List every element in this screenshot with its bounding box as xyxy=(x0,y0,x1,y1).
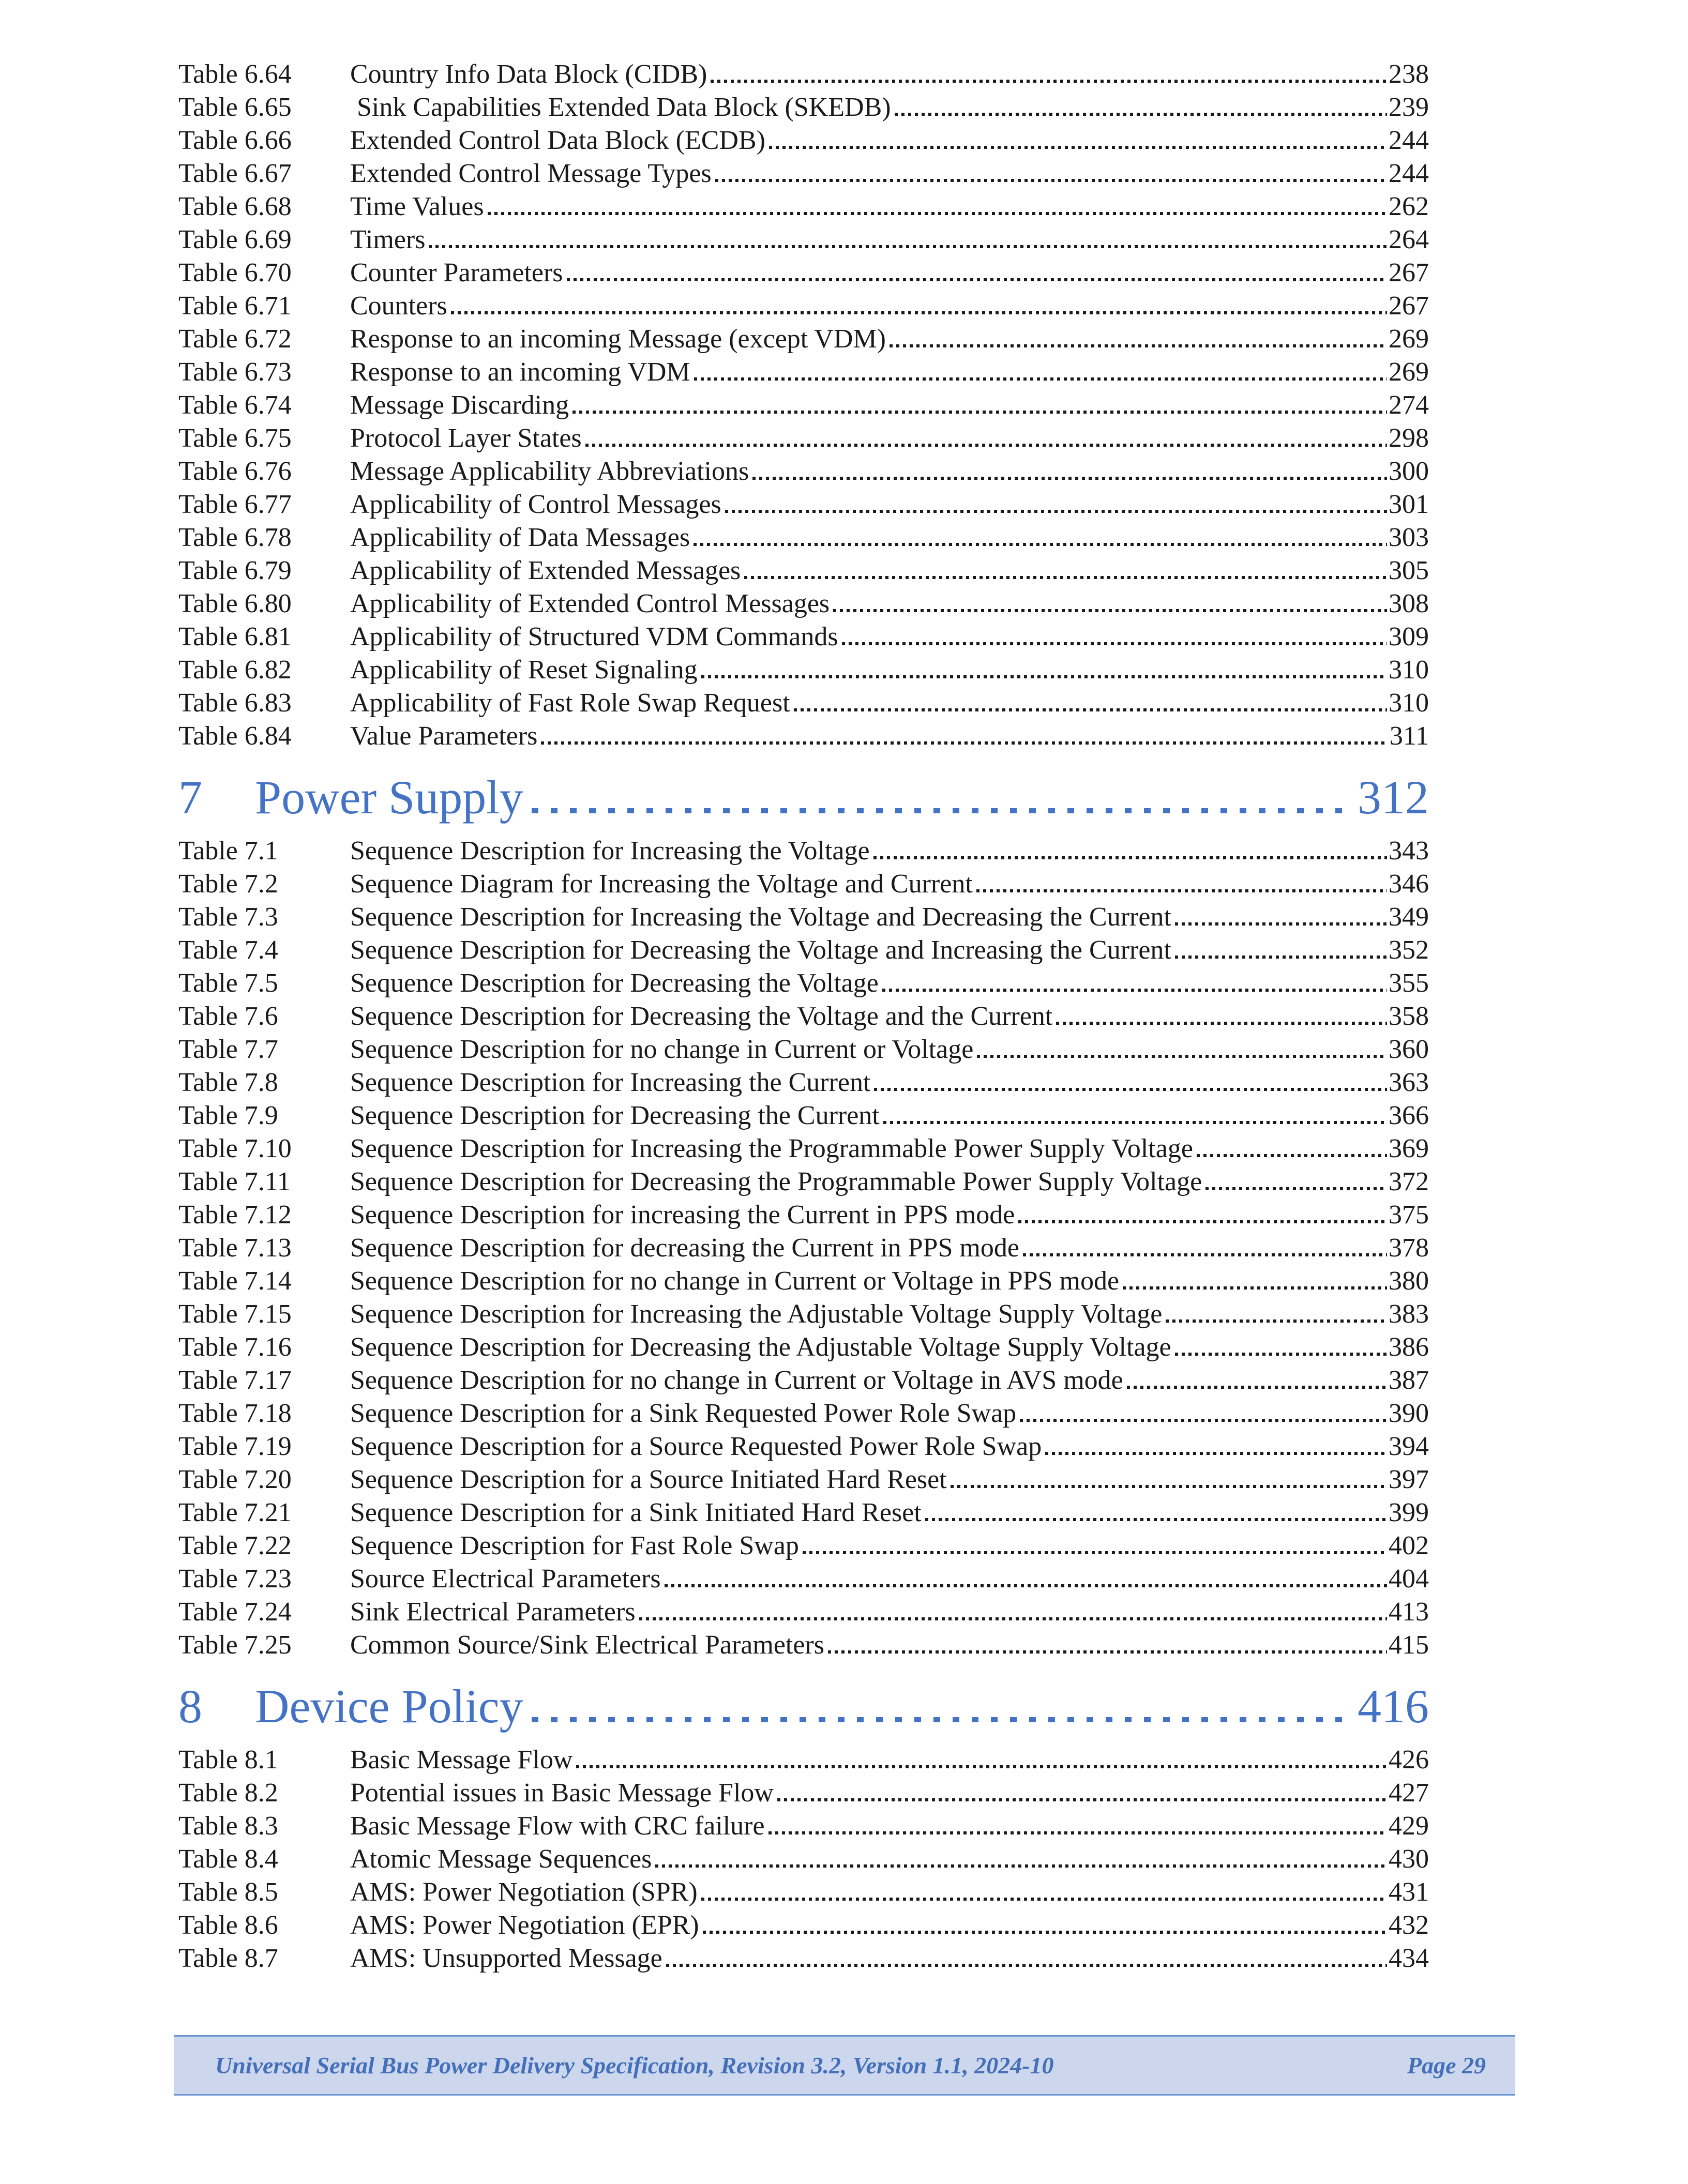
toc-entry-title: Sequence Description for increasing the Current in PPS mode xyxy=(350,1200,1015,1230)
toc-entry-title: Sequence Description for Fast Role Swap xyxy=(350,1531,799,1560)
toc-entry-row[interactable] xyxy=(178,1298,1429,1331)
toc-entry-title: Applicability of Control Messages xyxy=(350,490,721,519)
toc-entry-label: Table 8.7 xyxy=(178,1944,278,1973)
toc-entry-label: Table 8.3 xyxy=(178,1811,278,1841)
dotted-leader xyxy=(794,708,1387,711)
toc-entry-title: Sequence Description for a Sink Initiated Hard Reset xyxy=(350,1498,922,1527)
toc-entry-label: Table 6.80 xyxy=(178,589,292,618)
toc-entry-row[interactable] xyxy=(178,1777,1429,1810)
toc-entry-row[interactable] xyxy=(178,1596,1429,1629)
toc-entry-label: Table 7.3 xyxy=(178,902,278,932)
toc-entry-row[interactable] xyxy=(178,1397,1429,1430)
toc-entry-page: 397 xyxy=(1389,1465,1429,1494)
toc-entry-title: Extended Control Message Types xyxy=(350,159,712,188)
toc-entry-label: Table 6.82 xyxy=(178,655,292,685)
toc-section-number: 8 xyxy=(178,1680,202,1733)
toc-entry-label: Table 6.70 xyxy=(178,258,292,287)
toc-entry-row[interactable] xyxy=(178,934,1429,967)
toc-entry-page: 269 xyxy=(1389,357,1429,387)
toc-section-title: Power Supply xyxy=(255,771,523,824)
toc-entry-title: Sequence Description for Increasing the Adjustable Voltage Supply Voltage xyxy=(350,1299,1163,1329)
dotted-leader xyxy=(701,675,1387,678)
dotted-leader xyxy=(1175,922,1387,926)
dotted-leader xyxy=(752,477,1387,480)
dotted-leader xyxy=(1018,1220,1387,1223)
toc-entry-row[interactable] xyxy=(178,323,1429,356)
dotted-leader xyxy=(890,344,1387,347)
toc-entry-page: 244 xyxy=(1389,126,1429,155)
toc-entry-row[interactable] xyxy=(178,1743,1429,1777)
toc-entry-row[interactable] xyxy=(178,1199,1429,1232)
dotted-leader xyxy=(828,1650,1387,1654)
toc-entry-page: 309 xyxy=(1389,622,1429,651)
dotted-leader xyxy=(655,1864,1387,1868)
dotted-leader xyxy=(976,889,1387,892)
toc-entry-title: Sequence Description for a Source Requested Power Role Swap xyxy=(350,1432,1042,1461)
toc-entry-page: 363 xyxy=(1389,1068,1429,1097)
dotted-leader xyxy=(1197,1154,1387,1157)
toc-entry-page: 426 xyxy=(1389,1745,1429,1775)
toc-entry-label: Table 8.5 xyxy=(178,1877,278,1907)
toc-entry-title: Time Values xyxy=(350,192,484,221)
toc-entry-row[interactable] xyxy=(178,1942,1429,1975)
toc-entry-row[interactable] xyxy=(178,389,1429,422)
toc-entry-title: Sink Electrical Parameters xyxy=(350,1597,636,1627)
toc-entry-label: Table 7.7 xyxy=(178,1035,278,1064)
toc-entry-title: Country Info Data Block (CIDB) xyxy=(350,59,707,89)
dotted-leader xyxy=(1123,1286,1387,1290)
toc-entry-label: Table 6.72 xyxy=(178,324,292,354)
toc-entry-title: Sequence Diagram for Increasing the Voltage and Current xyxy=(350,869,973,899)
toc-section-row[interactable] xyxy=(178,768,1429,826)
toc-entry-title: Applicability of Fast Role Swap Request xyxy=(350,688,790,718)
toc-entry-label: Table 6.67 xyxy=(178,159,292,188)
toc-entry-row[interactable] xyxy=(178,1000,1429,1033)
dotted-leader xyxy=(951,1485,1387,1488)
toc-entry-row[interactable] xyxy=(178,901,1429,934)
dotted-leader xyxy=(873,856,1387,859)
dotted-leader xyxy=(1205,1187,1387,1190)
toc-entry-label: Table 6.66 xyxy=(178,126,292,155)
toc-entry-label: Table 7.12 xyxy=(178,1200,292,1230)
toc-entry-label: Table 6.84 xyxy=(178,721,292,751)
toc-entry-page: 432 xyxy=(1389,1910,1429,1940)
toc-entry-label: Table 6.81 xyxy=(178,622,292,651)
toc-entry-page: 402 xyxy=(1389,1531,1429,1560)
dotted-leader xyxy=(532,1717,1354,1722)
toc-entry-label: Table 7.2 xyxy=(178,869,278,899)
dotted-leader xyxy=(703,1931,1387,1934)
dotted-leader xyxy=(874,1088,1387,1091)
dotted-leader xyxy=(488,212,1387,215)
toc-entry-title: Applicability of Reset Signaling xyxy=(350,655,698,685)
toc-entry-row[interactable] xyxy=(178,1810,1429,1843)
toc-entry-title: Sequence Description for Decreasing the Adjustable Voltage Supply Voltage xyxy=(350,1332,1171,1362)
toc-entry-row[interactable] xyxy=(178,1132,1429,1165)
toc-entry-label: Table 7.9 xyxy=(178,1101,278,1130)
toc-entry-page: 360 xyxy=(1389,1035,1429,1064)
toc-entry-label: Table 7.25 xyxy=(178,1630,292,1660)
dotted-leader xyxy=(1020,1419,1387,1422)
dotted-leader xyxy=(725,510,1387,513)
toc-entry-title: Sequence Description for Decreasing the Programmable Power Supply Voltage xyxy=(350,1167,1202,1196)
toc-entry-label: Table 6.69 xyxy=(178,225,292,254)
toc-entry-title: Applicability of Extended Messages xyxy=(350,556,741,585)
toc-entry-page: 430 xyxy=(1389,1844,1429,1874)
toc-entry-row[interactable] xyxy=(178,1265,1429,1298)
toc-entry-title: Sequence Description for no change in Current or Voltage xyxy=(350,1035,974,1064)
dotted-leader xyxy=(769,146,1387,149)
toc-section-title: Device Policy xyxy=(255,1680,523,1733)
toc-entry-page: 244 xyxy=(1389,159,1429,188)
toc-entry-title: Sequence Description for decreasing the Current in PPS mode xyxy=(350,1233,1019,1263)
toc-entry-page: 343 xyxy=(1389,836,1429,866)
toc-entry-title: Sequence Description for a Source Initiated Hard Reset xyxy=(350,1465,947,1494)
toc-entry-title: Source Electrical Parameters xyxy=(350,1564,661,1594)
toc-entry-label: Table 8.1 xyxy=(178,1745,278,1775)
toc-entry-page: 238 xyxy=(1389,59,1429,89)
toc-entry-page: 413 xyxy=(1389,1597,1429,1627)
toc-entry-row[interactable] xyxy=(178,1232,1429,1265)
toc-entry-page: 346 xyxy=(1389,869,1429,899)
toc-entry-row[interactable] xyxy=(178,256,1429,290)
dotted-leader xyxy=(572,411,1387,414)
dotted-leader xyxy=(567,278,1387,281)
toc-entry-page: 390 xyxy=(1389,1399,1429,1428)
toc-entry-page: 311 xyxy=(1389,721,1429,751)
toc-entry-label: Table 7.16 xyxy=(178,1332,292,1362)
toc-entry-row[interactable] xyxy=(178,1331,1429,1364)
dotted-leader xyxy=(1175,956,1387,959)
toc-entry-label: Table 7.24 xyxy=(178,1597,292,1627)
toc-entry-title: Sequence Description for Decreasing the Voltage and the Current xyxy=(350,1002,1053,1031)
toc-entry-page: 308 xyxy=(1389,589,1429,618)
toc-entry-label: Table 7.6 xyxy=(178,1002,278,1031)
toc-entry-page: 366 xyxy=(1389,1101,1429,1130)
toc-entry-title: Timers xyxy=(350,225,426,254)
toc-entry-page: 375 xyxy=(1389,1200,1429,1230)
toc-entry-title: Sequence Description for Decreasing the Voltage and Increasing the Current xyxy=(350,935,1171,965)
toc-entry-row[interactable] xyxy=(178,1909,1429,1942)
toc-entry-label: Table 8.4 xyxy=(178,1844,278,1874)
dotted-leader xyxy=(451,311,1387,314)
toc-entry-label: Table 7.23 xyxy=(178,1564,292,1594)
toc-entry-row[interactable] xyxy=(178,1430,1429,1463)
dotted-leader xyxy=(1045,1452,1387,1455)
toc-entry-title: Sequence Description for no change in Current or Voltage in PPS mode xyxy=(350,1266,1120,1296)
toc-section-page: 416 xyxy=(1358,1680,1429,1733)
toc-entry-label: Table 6.71 xyxy=(178,291,292,321)
toc-entry-label: Table 6.76 xyxy=(178,457,292,486)
toc-entry-page: 352 xyxy=(1389,935,1429,965)
toc-entry-row[interactable] xyxy=(178,455,1429,488)
toc-entry-row[interactable] xyxy=(178,687,1429,720)
toc-entry-page: 262 xyxy=(1389,192,1429,221)
toc-entry-page: 298 xyxy=(1389,423,1429,453)
toc-entry-label: Table 7.17 xyxy=(178,1366,292,1395)
toc-entry-page: 355 xyxy=(1389,968,1429,998)
dotted-leader xyxy=(694,543,1387,546)
dotted-leader xyxy=(665,1584,1387,1587)
toc-entry-label: Table 7.15 xyxy=(178,1299,292,1329)
toc-entry-page: 267 xyxy=(1389,291,1429,321)
toc-entry-title: Protocol Layer States xyxy=(350,423,582,453)
toc-entry-page: 427 xyxy=(1389,1778,1429,1808)
toc-entry-label: Table 7.5 xyxy=(178,968,278,998)
toc-entry-page: 301 xyxy=(1389,490,1429,519)
toc-entry-label: Table 6.68 xyxy=(178,192,292,221)
toc-entry-title: Message Applicability Abbreviations xyxy=(350,457,749,486)
toc-entry-title: Sequence Description for Increasing the Voltage and Decreasing the Current xyxy=(350,902,1171,932)
dotted-leader xyxy=(715,179,1387,182)
toc-entry-page: 394 xyxy=(1389,1432,1429,1461)
dotted-leader xyxy=(925,1518,1387,1521)
toc-entry-row[interactable] xyxy=(178,1563,1429,1596)
toc-entry-label: Table 6.79 xyxy=(178,556,292,585)
toc-entry-label: Table 6.83 xyxy=(178,688,292,718)
toc-entry-title: Sequence Description for Increasing the Programmable Power Supply Voltage xyxy=(350,1134,1193,1163)
toc-entry-title: Sequence Description for Decreasing the Voltage xyxy=(350,968,879,998)
toc-entry-page: 387 xyxy=(1389,1366,1429,1395)
table-of-contents xyxy=(178,58,1429,1975)
toc-entry-title: Counter Parameters xyxy=(350,258,563,287)
toc-entry-title: Counters xyxy=(350,291,447,321)
dotted-leader xyxy=(429,245,1387,248)
toc-entry-row[interactable] xyxy=(178,1529,1429,1563)
dotted-leader xyxy=(777,1798,1387,1801)
toc-entry-label: Table 6.75 xyxy=(178,423,292,453)
toc-entry-label: Table 6.78 xyxy=(178,523,292,552)
toc-entry-page: 358 xyxy=(1389,1002,1429,1031)
dotted-leader xyxy=(882,989,1387,992)
toc-entry-row[interactable] xyxy=(178,1496,1429,1529)
toc-entry-row[interactable] xyxy=(178,157,1429,190)
toc-entry-title: AMS: Unsupported Message xyxy=(350,1944,662,1973)
toc-entry-row[interactable] xyxy=(178,190,1429,223)
toc-entry-page: 380 xyxy=(1389,1266,1429,1296)
dotted-leader xyxy=(639,1617,1387,1620)
toc-entry-page: 383 xyxy=(1389,1299,1429,1329)
toc-entry-page: 239 xyxy=(1389,93,1429,122)
dotted-leader xyxy=(576,1765,1387,1768)
toc-entry-row[interactable] xyxy=(178,1066,1429,1099)
toc-entry-title: Applicability of Data Messages xyxy=(350,523,690,552)
dotted-leader xyxy=(666,1964,1387,1967)
dotted-leader xyxy=(768,1831,1387,1834)
toc-entry-row[interactable] xyxy=(178,422,1429,455)
toc-entry-label: Table 6.73 xyxy=(178,357,292,387)
toc-entry-row[interactable] xyxy=(178,290,1429,323)
dotted-leader xyxy=(883,1121,1387,1124)
toc-entry-title: Atomic Message Sequences xyxy=(350,1844,652,1874)
toc-entry-label: Table 6.77 xyxy=(178,490,292,519)
dotted-leader xyxy=(694,377,1387,381)
toc-entry-row[interactable] xyxy=(178,1463,1429,1496)
toc-entry-page: 274 xyxy=(1389,390,1429,420)
toc-entry-row[interactable] xyxy=(178,868,1429,901)
dotted-leader xyxy=(585,444,1387,447)
toc-entry-row[interactable] xyxy=(178,1364,1429,1397)
dotted-leader xyxy=(803,1551,1387,1554)
toc-entry-title: Common Source/Sink Electrical Parameters xyxy=(350,1630,824,1660)
toc-entry-title: Sequence Description for Increasing the Current xyxy=(350,1068,871,1097)
toc-entry-title: Response to an incoming VDM xyxy=(350,357,690,387)
toc-entry-row[interactable] xyxy=(178,124,1429,157)
dotted-leader xyxy=(1166,1320,1387,1323)
toc-entry-label: Table 7.13 xyxy=(178,1233,292,1263)
page-footer xyxy=(174,2035,1515,2096)
toc-entry-row[interactable] xyxy=(178,587,1429,620)
toc-entry-label: Table 7.11 xyxy=(178,1167,291,1196)
toc-entry-title: Extended Control Data Block (ECDB) xyxy=(350,126,765,155)
toc-entry-title: Sequence Description for Decreasing the Current xyxy=(350,1101,880,1130)
toc-entry-page: 434 xyxy=(1389,1944,1429,1973)
toc-entry-label: Table 7.4 xyxy=(178,935,278,965)
toc-entry-label: Table 7.8 xyxy=(178,1068,278,1097)
dotted-leader xyxy=(1127,1386,1387,1389)
toc-entry-label: Table 7.22 xyxy=(178,1531,292,1560)
toc-entry-page: 431 xyxy=(1389,1877,1429,1907)
toc-section-row[interactable] xyxy=(178,1677,1429,1735)
toc-entry-row[interactable] xyxy=(178,356,1429,389)
toc-entry-page: 369 xyxy=(1389,1134,1429,1163)
toc-entry-page: 404 xyxy=(1389,1564,1429,1594)
toc-entry-row[interactable] xyxy=(178,1165,1429,1199)
toc-entry-title: AMS: Power Negotiation (EPR) xyxy=(350,1910,699,1940)
toc-entry-page: 372 xyxy=(1389,1167,1429,1196)
footer-page-number: Page 29 xyxy=(1407,2052,1486,2079)
toc-entry-row[interactable] xyxy=(178,1843,1429,1876)
dotted-leader xyxy=(541,741,1388,745)
toc-entry-label: Table 7.10 xyxy=(178,1134,292,1163)
dotted-leader xyxy=(977,1055,1387,1058)
toc-entry-row[interactable] xyxy=(178,967,1429,1000)
toc-section-number: 7 xyxy=(178,771,202,824)
toc-entry-title: AMS: Power Negotiation (SPR) xyxy=(350,1877,698,1907)
toc-entry-title: Applicability of Extended Control Messages xyxy=(350,589,830,618)
dotted-leader xyxy=(701,1898,1387,1901)
toc-entry-label: Table 7.21 xyxy=(178,1498,292,1527)
toc-entry-label: Table 6.74 xyxy=(178,390,292,420)
toc-entry-label: Table 8.6 xyxy=(178,1910,278,1940)
toc-entry-row[interactable] xyxy=(178,223,1429,256)
toc-entry-row[interactable] xyxy=(178,1099,1429,1132)
toc-entry-label: Table 7.14 xyxy=(178,1266,292,1296)
toc-entry-title: Sequence Description for no change in Current or Voltage in AVS mode xyxy=(350,1366,1123,1395)
toc-entry-row[interactable] xyxy=(178,521,1429,554)
toc-entry-row[interactable] xyxy=(178,835,1429,868)
toc-entry-page: 378 xyxy=(1389,1233,1429,1263)
toc-entry-title: Basic Message Flow with CRC failure xyxy=(350,1811,765,1841)
toc-entry-title: Potential issues in Basic Message Flow xyxy=(350,1778,774,1808)
toc-entry-row[interactable] xyxy=(178,488,1429,521)
toc-section-page: 312 xyxy=(1358,771,1429,824)
toc-entry-title: Sequence Description for a Sink Requested Power Role Swap xyxy=(350,1399,1017,1428)
toc-entry-label: Table 7.1 xyxy=(178,836,278,866)
toc-entry-page: 267 xyxy=(1389,258,1429,287)
dotted-leader xyxy=(744,576,1387,579)
toc-entry-title: Value Parameters xyxy=(350,721,538,751)
toc-entry-label: Table 7.20 xyxy=(178,1465,292,1494)
toc-entry-title: Message Discarding xyxy=(350,390,569,420)
toc-entry-page: 349 xyxy=(1389,902,1429,932)
toc-entry-title: Applicability of Structured VDM Commands xyxy=(350,622,838,651)
toc-entry-title: Sink Capabilities Extended Data Block (SKEDB) xyxy=(350,93,891,122)
toc-entry-row[interactable] xyxy=(178,1876,1429,1909)
toc-entry-title: Response to an incoming Message (except VDM) xyxy=(350,324,886,354)
footer-document-title: Universal Serial Bus Power Delivery Specification, Revision 3.2, Version 1.1, 2024-10 xyxy=(215,2052,1054,2079)
dotted-leader xyxy=(1023,1253,1387,1256)
toc-entry-row[interactable] xyxy=(178,1629,1429,1662)
toc-entry-page: 303 xyxy=(1389,523,1429,552)
toc-entry-row[interactable] xyxy=(178,91,1429,124)
toc-entry-label: Table 6.64 xyxy=(178,59,292,89)
dotted-leader xyxy=(1175,1353,1387,1356)
dotted-leader xyxy=(842,642,1387,645)
toc-entry-page: 310 xyxy=(1389,655,1429,685)
toc-entry-label: Table 7.18 xyxy=(178,1399,292,1428)
toc-entry-page: 429 xyxy=(1389,1811,1429,1841)
toc-entry-page: 300 xyxy=(1389,457,1429,486)
toc-entry-row[interactable] xyxy=(178,58,1429,91)
toc-entry-row[interactable] xyxy=(178,1033,1429,1066)
toc-entry-page: 386 xyxy=(1389,1332,1429,1362)
toc-entry-page: 269 xyxy=(1389,324,1429,354)
dotted-leader xyxy=(895,113,1387,116)
dotted-leader xyxy=(532,808,1354,813)
toc-entry-page: 264 xyxy=(1389,225,1429,254)
toc-entry-page: 415 xyxy=(1389,1630,1429,1660)
dotted-leader xyxy=(833,609,1387,612)
toc-entry-label: Table 7.19 xyxy=(178,1432,292,1461)
toc-entry-label: Table 8.2 xyxy=(178,1778,278,1808)
toc-entry-row[interactable] xyxy=(178,554,1429,587)
toc-entry-title: Basic Message Flow xyxy=(350,1745,573,1775)
toc-entry-page: 399 xyxy=(1389,1498,1429,1527)
dotted-leader xyxy=(711,80,1387,83)
toc-entry-row[interactable] xyxy=(178,654,1429,687)
toc-entry-title: Sequence Description for Increasing the Voltage xyxy=(350,836,870,866)
dotted-leader xyxy=(1056,1022,1387,1025)
toc-entry-page: 310 xyxy=(1389,688,1429,718)
toc-entry-row[interactable] xyxy=(178,620,1429,654)
toc-entry-row[interactable] xyxy=(178,720,1429,753)
toc-entry-label: Table 6.65 xyxy=(178,93,292,122)
toc-entry-page: 305 xyxy=(1389,556,1429,585)
